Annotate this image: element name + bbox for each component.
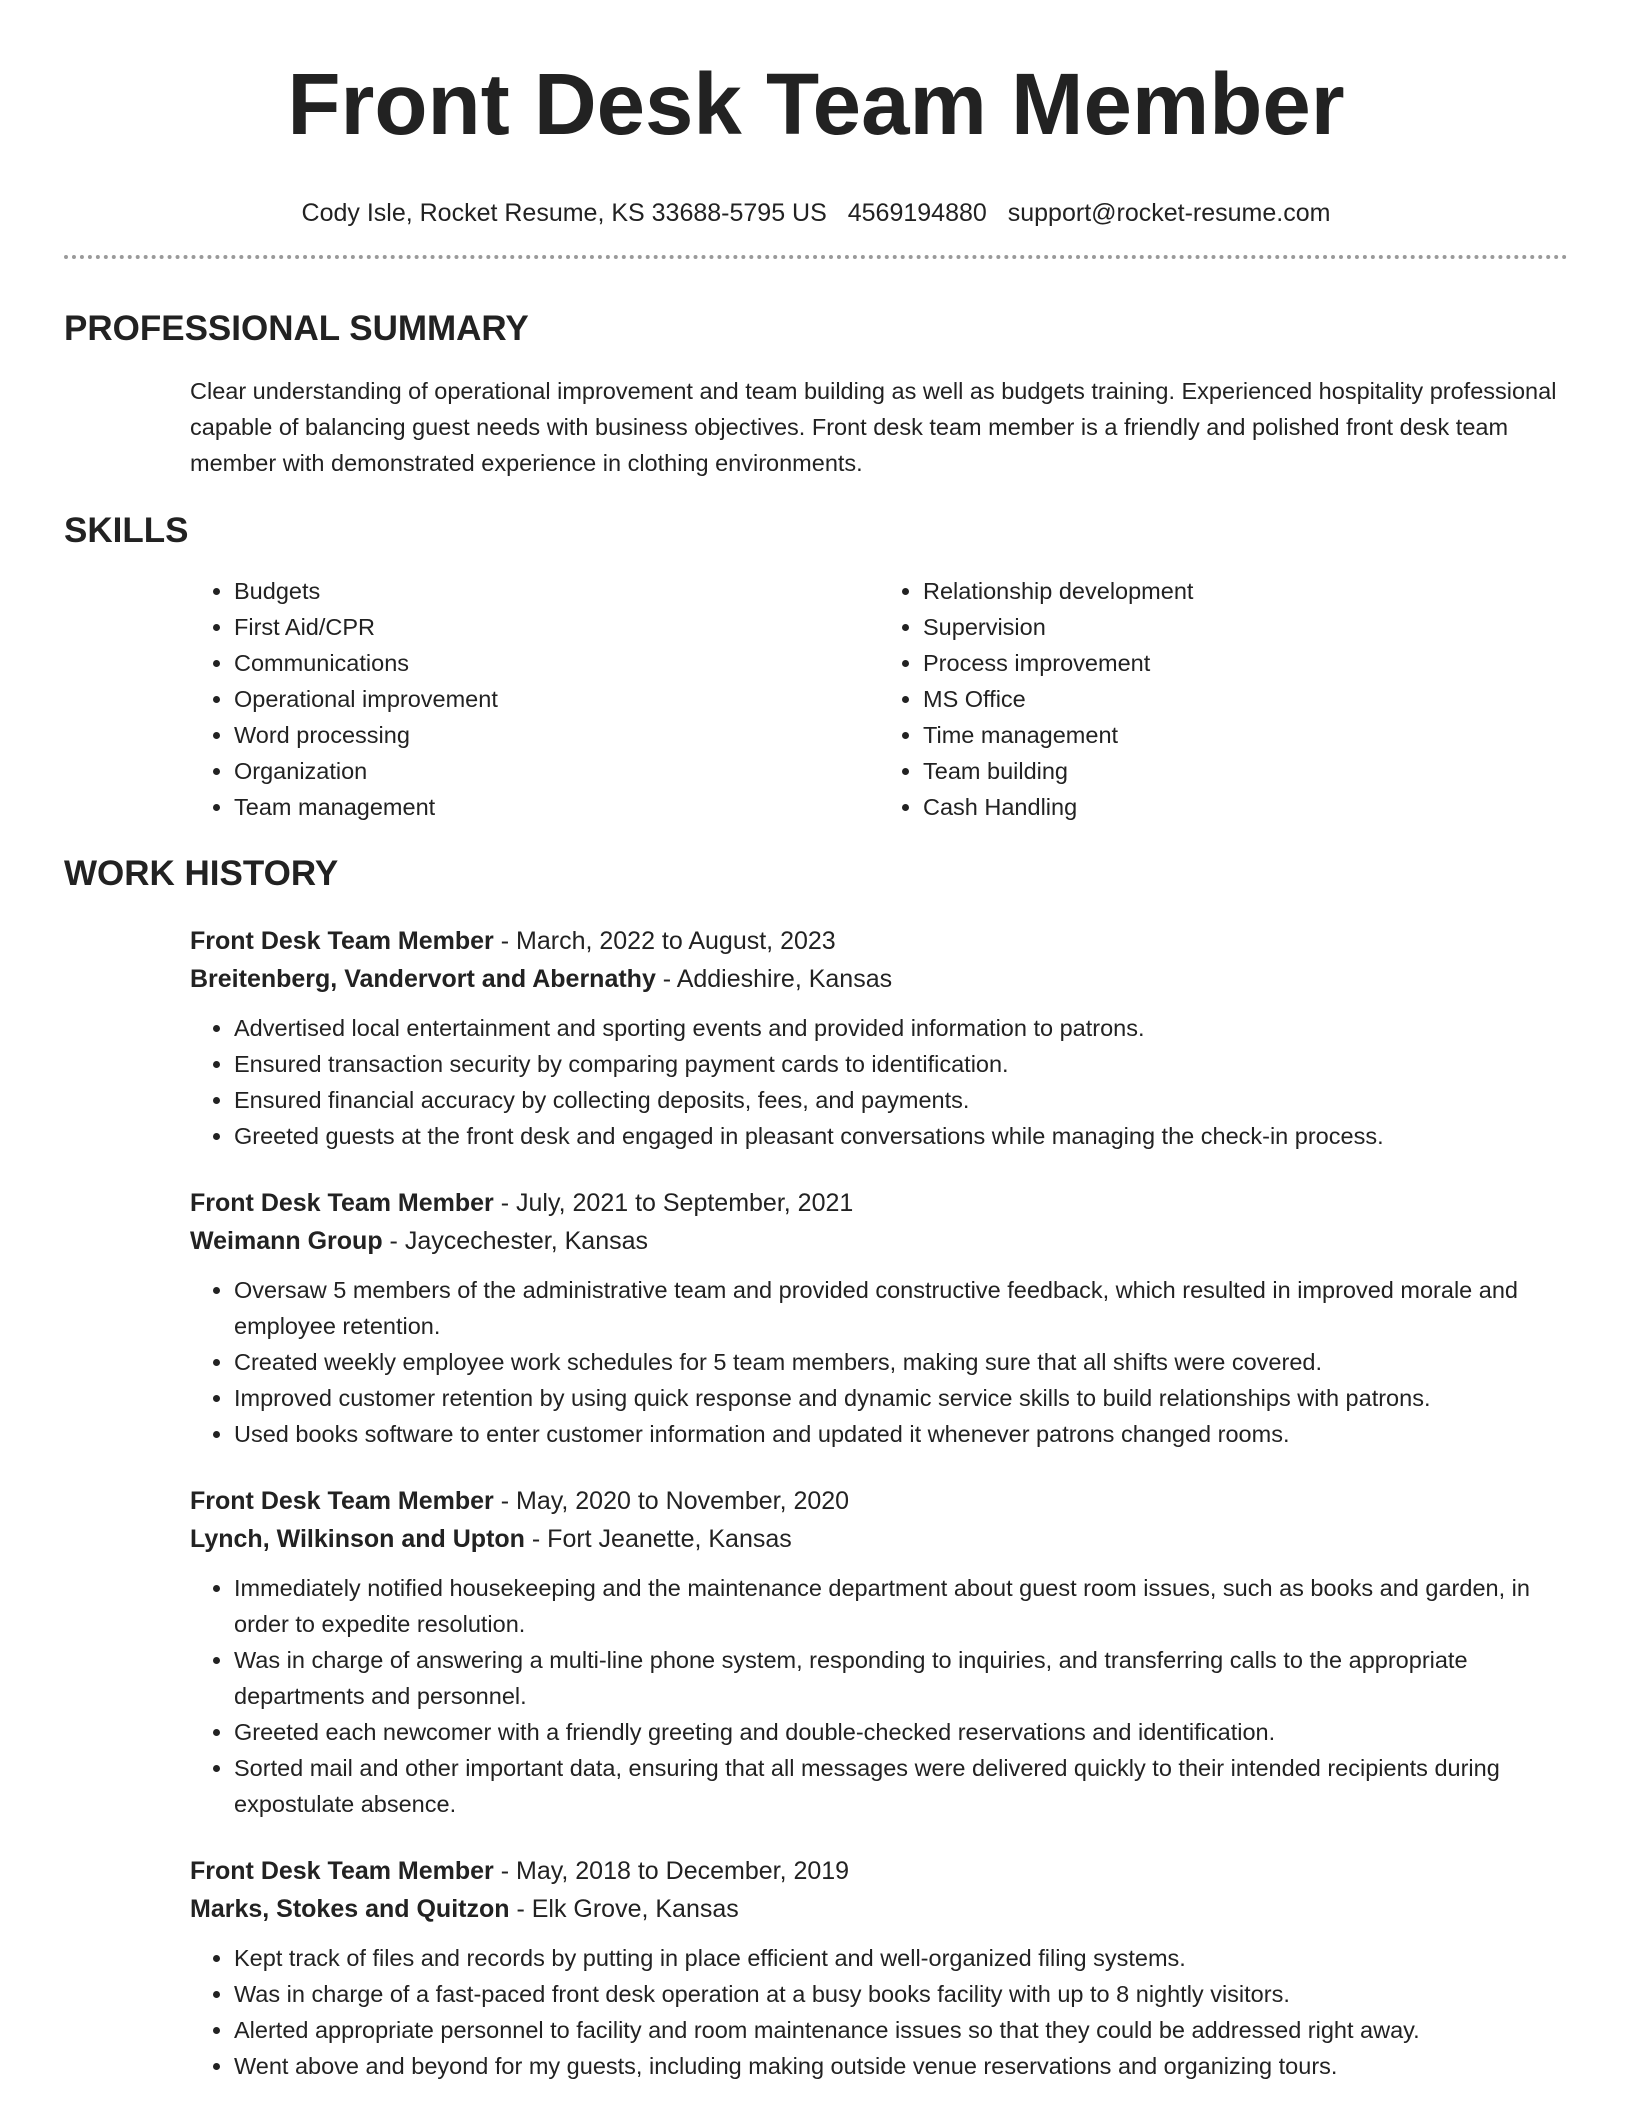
skill-item: • MS Office (923, 681, 1568, 717)
skill-item: • Cash Handling (923, 789, 1568, 825)
skill-item: • Relationship development (923, 573, 1568, 609)
job-company-line (190, 1890, 1568, 1928)
job-location: - Fort Jeanette, Kansas (524, 1525, 792, 1553)
job-bullets (190, 1570, 1568, 1822)
job-role-line (190, 922, 1568, 960)
job-bullet: • Ensured transaction security by comparing payment cards to identification. (234, 1046, 1568, 1082)
job-role: Front Desk Team Member (190, 1189, 494, 1217)
skill-item: • Process improvement (923, 645, 1568, 681)
job-bullets (190, 1272, 1568, 1452)
job-bullet: • Greeted guests at the front desk and engaged in pleasant conversations while managing the check-in process. (234, 1118, 1568, 1154)
job-dates: - May, 2020 to November, 2020 (493, 1487, 850, 1515)
job-company: Lynch, Wilkinson and Upton (190, 1525, 525, 1553)
job-dates: - July, 2021 to September, 2021 (493, 1189, 854, 1217)
job-company-line (190, 1222, 1568, 1260)
skill-item: • Organization (234, 753, 879, 789)
job-company: Breitenberg, Vandervort and Abernathy (190, 965, 656, 993)
job-bullet: • Improved customer retention by using quick response and dynamic service skills to build relationships with patrons. (234, 1380, 1568, 1416)
contact-line (64, 197, 1568, 229)
job-bullet: • Was in charge of a fast-paced front desk operation at a busy books facility with up to 8 nightly visitors. (234, 1976, 1568, 2012)
contact-email: support@rocket-resume.com (1007, 199, 1331, 227)
skill-item: • Time management (923, 717, 1568, 753)
job-entry (190, 1852, 1568, 2084)
job-bullet: • Used books software to enter customer information and updated it whenever patrons changed rooms. (234, 1416, 1568, 1452)
job-bullets (190, 1010, 1568, 1154)
skill-item: • Budgets (234, 573, 879, 609)
job-role-line (190, 1482, 1568, 1520)
skill-item: • Team building (923, 753, 1568, 789)
job-bullets (190, 1940, 1568, 2084)
job-role: Front Desk Team Member (190, 1487, 494, 1515)
job-bullet: • Went above and beyond for my guests, including making outside venue reservations and organizing tours. (234, 2048, 1568, 2084)
job-company-line (190, 960, 1568, 998)
job-company: Marks, Stokes and Quitzon (190, 1895, 510, 1923)
job-role: Front Desk Team Member (190, 1857, 494, 1885)
skill-item: • Team management (234, 789, 879, 825)
work-history-heading: WORK HISTORY (64, 854, 339, 893)
job-bullet: • Greeted each newcomer with a friendly greeting and double-checked reservations and identification. (234, 1714, 1568, 1750)
job-location: - Jaycechester, Kansas (382, 1227, 649, 1255)
skill-item: • First Aid/CPR (234, 609, 879, 645)
skills-grid (190, 573, 1568, 825)
skill-item: • Operational improvement (234, 681, 879, 717)
summary-heading: PROFESSIONAL SUMMARY (64, 309, 529, 348)
contact-address: Cody Isle, Rocket Resume, KS 33688-5795 US (301, 199, 827, 227)
job-role: Front Desk Team Member (190, 927, 494, 955)
header-divider (64, 255, 1568, 259)
job-bullet: • Alerted appropriate personnel to facility and room maintenance issues so that they could be addressed right away. (234, 2012, 1568, 2048)
job-bullet: • Oversaw 5 members of the administrative team and provided constructive feedback, which resulted in improved morale and employee retention. (234, 1272, 1568, 1344)
job-bullet: • Created weekly employee work schedules for 5 team members, making sure that all shifts were covered. (234, 1344, 1568, 1380)
skill-item: • Word processing (234, 717, 879, 753)
job-bullet: • Advertised local entertainment and sporting events and provided information to patrons. (234, 1010, 1568, 1046)
job-role-line (190, 1852, 1568, 1890)
job-company: Weimann Group (190, 1227, 383, 1255)
job-bullet: • Ensured financial accuracy by collecting deposits, fees, and payments. (234, 1082, 1568, 1118)
skills-column-left (190, 573, 879, 825)
job-location: - Elk Grove, Kansas (509, 1895, 739, 1923)
job-entry (190, 1184, 1568, 1452)
job-role-line (190, 1184, 1568, 1222)
skill-item: • Communications (234, 645, 879, 681)
job-bullet: • Immediately notified housekeeping and the maintenance department about guest room issues, such as books and garden, in order to expedite resolution. (234, 1570, 1568, 1642)
summary-text: Clear understanding of operational improvement and team building as well as budgets training. Experienced hospitality professional capable of balancing guest needs with business objectives. Front desk team member is a friendly and polished front desk team member with demonstrated experience in clothing environments. (190, 378, 1557, 476)
job-company-line (190, 1520, 1568, 1558)
job-bullet: • Sorted mail and other important data, ensuring that all messages were delivered quickly to their intended recipients during expostulate absence. (234, 1750, 1568, 1822)
job-bullet: • Was in charge of answering a multi-line phone system, responding to inquiries, and transferring calls to the appropriate departments and personnel. (234, 1642, 1568, 1714)
skills-heading: SKILLS (64, 511, 189, 550)
skills-column-right (879, 573, 1568, 825)
job-bullet: • Kept track of files and records by putting in place efficient and well-organized filing systems. (234, 1940, 1568, 1976)
job-dates: - May, 2018 to December, 2019 (493, 1857, 850, 1885)
contact-phone: 4569194880 (847, 199, 987, 227)
job-entry (190, 1482, 1568, 1822)
job-dates: - March, 2022 to August, 2023 (493, 927, 836, 955)
resume-name: Front Desk Team Member (287, 56, 1345, 153)
job-entry (190, 922, 1568, 1154)
skill-item: • Supervision (923, 609, 1568, 645)
job-location: - Addieshire, Kansas (655, 965, 893, 993)
